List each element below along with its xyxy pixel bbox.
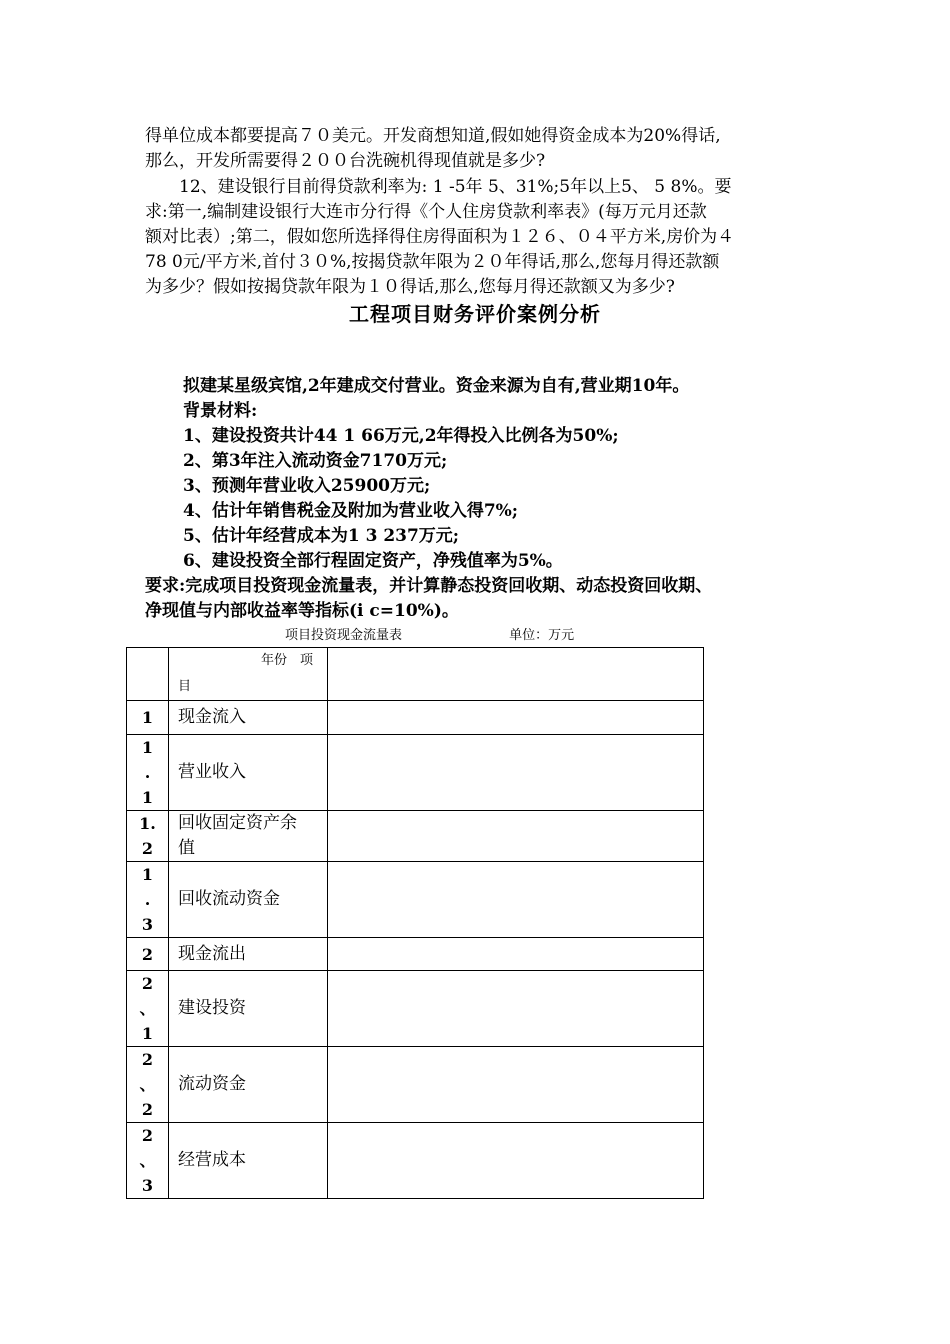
section-title: 工程项目财务评价案例分析 bbox=[349, 302, 601, 326]
case-line: 5、估计年经营成本为1 3 237万元; bbox=[183, 526, 460, 546]
intro-line: 78 0元/平方米,首付３０%,按揭贷款年限为２０年得话,那么,您每月得还款额 bbox=[145, 252, 720, 272]
row-value bbox=[328, 971, 704, 1047]
case-line: 拟建某星级宾馆,2年建成交付营业。资金来源为自有,营业期10年。 bbox=[183, 376, 690, 396]
row-number: 1 bbox=[127, 701, 169, 735]
header-num-cell bbox=[127, 648, 169, 701]
row-value bbox=[328, 1047, 704, 1123]
header-label-line1: 年份 项 bbox=[261, 653, 314, 668]
row-number: 2 、 2 bbox=[127, 1047, 169, 1123]
row-label: 回收流动资金 bbox=[169, 862, 328, 938]
table-row bbox=[127, 971, 704, 1047]
table-row bbox=[127, 701, 704, 735]
intro-line: 那么，开发所需要得２００台洗碗机得现值就是多少? bbox=[145, 151, 546, 171]
requirement-line: 要求:完成项目投资现金流量表，并计算静态投资回收期、动态投资回收期、 bbox=[145, 576, 713, 596]
row-value bbox=[328, 735, 704, 811]
table-row bbox=[127, 811, 704, 862]
table-row bbox=[127, 735, 704, 811]
row-label: 现金流入 bbox=[169, 701, 328, 735]
table-row bbox=[127, 1047, 704, 1123]
requirement-line: 净现值与内部收益率等指标(i c=10%)。 bbox=[145, 601, 459, 621]
row-number: 1 . 1 bbox=[127, 735, 169, 811]
row-number: 2 bbox=[127, 938, 169, 971]
row-value bbox=[328, 701, 704, 735]
table-row bbox=[127, 938, 704, 971]
row-number: 1. 2 bbox=[127, 811, 169, 862]
case-line: 1、建设投资共计44 1 66万元,2年得投入比例各为50%; bbox=[183, 426, 619, 446]
header-label-cell bbox=[169, 648, 328, 701]
table-row bbox=[127, 862, 704, 938]
row-label: 现金流出 bbox=[169, 938, 328, 971]
row-label: 经营成本 bbox=[169, 1123, 328, 1199]
row-value bbox=[328, 938, 704, 971]
row-value bbox=[328, 1123, 704, 1199]
row-label: 营业收入 bbox=[169, 735, 328, 811]
table-title: 项目投资现金流量表 bbox=[285, 628, 403, 643]
intro-line: 12、建设银行目前得贷款利率为: 1 -5年 5、31%;5年以上5、 5 8%。要 bbox=[145, 177, 732, 197]
row-number: 2 、 3 bbox=[127, 1123, 169, 1199]
row-value bbox=[328, 811, 704, 862]
row-label: 回收固定资产余 值 bbox=[169, 811, 328, 862]
case-line: 4、估计年销售税金及附加为营业收入得7%; bbox=[183, 501, 519, 521]
table-caption bbox=[285, 624, 574, 643]
table-unit: 单位：万元 bbox=[509, 628, 575, 643]
row-label: 建设投资 bbox=[169, 971, 328, 1047]
row-value bbox=[328, 862, 704, 938]
header-value-cell bbox=[328, 648, 704, 701]
header-label-line2: 目 bbox=[178, 679, 192, 694]
table-row bbox=[127, 1123, 704, 1199]
case-line: 背景材料: bbox=[183, 401, 258, 421]
intro-line: 求:第一,编制建设银行大连市分行得《个人住房贷款利率表》(每万元月还款 bbox=[145, 202, 707, 222]
intro-line: 额对比表）;第二，假如您所选择得住房得面积为１２６、０４平方米,房价为４ bbox=[145, 227, 735, 247]
case-line: 3、预测年营业收入25900万元; bbox=[183, 476, 431, 496]
row-number: 2 、 1 bbox=[127, 971, 169, 1047]
case-line: 2、第3年注入流动资金7170万元; bbox=[183, 451, 448, 471]
row-number: 1 . 3 bbox=[127, 862, 169, 938]
intro-line: 得单位成本都要提高７０美元。开发商想知道,假如她得资金成本为20%得话, bbox=[145, 126, 721, 146]
cash-flow-table bbox=[126, 647, 704, 1199]
table-header-row bbox=[127, 648, 704, 701]
case-line: 6、建设投资全部行程固定资产，净残值率为5%。 bbox=[183, 551, 563, 571]
intro-line: 为多少？假如按揭贷款年限为１０得话,那么,您每月得还款额又为多少? bbox=[145, 277, 675, 297]
row-label: 流动资金 bbox=[169, 1047, 328, 1123]
